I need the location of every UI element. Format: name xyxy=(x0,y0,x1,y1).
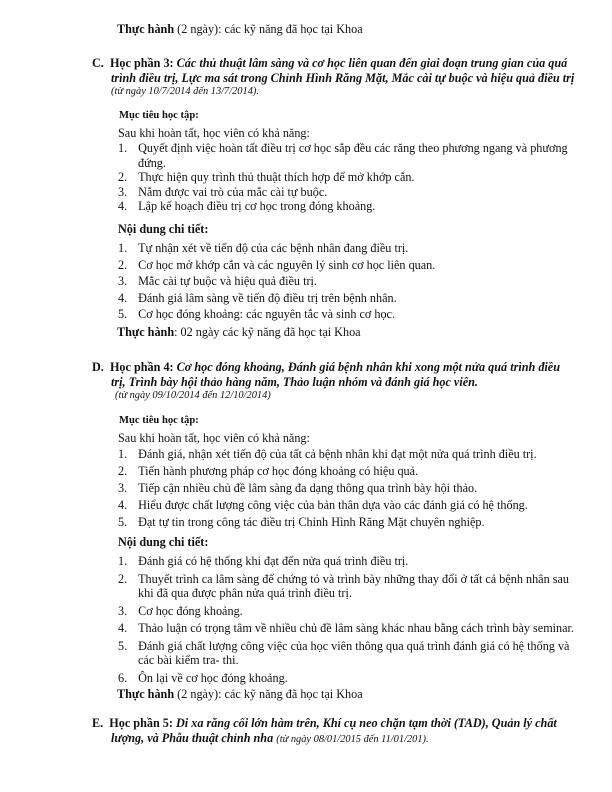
section-e-heading-line1 xyxy=(92,716,557,731)
practice-text: (2 ngày): các kỹ năng đã học tại Khoa xyxy=(174,22,363,36)
content-list xyxy=(118,241,558,322)
section-letter: D. xyxy=(92,360,104,374)
list-item: 4. Hiểu được chất lượng công việc của bản thân dựa vào các đánh giá có hệ thống. xyxy=(118,498,528,512)
module-dates: (từ ngày 10/7/2014 đến 13/7/2014). xyxy=(111,86,259,97)
list-item: 6. Ôn lại về cơ học đóng khoảng. xyxy=(118,670,288,685)
list-item: 3. Nắm được vai trò của mắc cài tự buộc. xyxy=(118,184,328,199)
module-title-line1: Cơ học đóng khoảng, Đánh giá bệnh nhân khi xong một nửa quá trình điều xyxy=(176,360,560,374)
section-letter: E. xyxy=(92,716,104,730)
objectives-intro: Sau khi hoàn tất, học viên có khả năng: xyxy=(118,431,310,445)
section-c-heading-line1 xyxy=(92,56,567,71)
objectives-list xyxy=(118,141,568,214)
module-title-line1: Các thủ thuật lâm sàng và cơ học liên quan đến giai đoạn trung gian của quá xyxy=(176,56,568,70)
module-dates: (từ ngày 09/10/2014 đến 12/10/2014) xyxy=(115,390,271,401)
list-item-continuation: khi đã qua được phân nửa quá trình điều trị. xyxy=(138,586,352,600)
module-label: Học phần 3: xyxy=(109,56,174,70)
list-item: 1. Đánh giá, nhận xét tiến độ của tất cả bệnh nhân khi đạt một nửa quá trình điều trị. xyxy=(118,447,537,461)
section-letter: C. xyxy=(92,56,104,70)
objectives-intro: Sau khi hoàn tất, học viên có khả năng: xyxy=(118,126,310,140)
list-item: 2. Thuyết trình ca lâm sàng để chứng tỏ và trình bày những thay đổi ở tất cả bệnh nhân sau xyxy=(118,571,569,586)
objectives-heading: Mục tiêu học tập: xyxy=(119,415,199,426)
objectives-heading: Mục tiêu học tập: xyxy=(119,110,199,121)
list-item-continuation: đứng. xyxy=(138,155,166,170)
content-heading: Nội dung chi tiết: xyxy=(118,535,209,549)
list-item: 4. Thảo luận có trọng tâm về nhiều chủ đề lâm sàng khác nhau bằng cách trình bày seminar. xyxy=(118,621,574,635)
module-title-line2: trình điều trị, Lực ma sát trong Chỉnh Hình Răng Mặt, Mắc cài tự buộc và hiệu quả điều trị xyxy=(111,71,575,85)
list-item: 3. Tiếp cận nhiều chủ đề lâm sàng đa dạng thông qua trình bày hội thảo. xyxy=(118,481,478,495)
list-item: 1. Đánh giá có hệ thống khi đạt đến nửa quá trình điều trị. xyxy=(118,554,409,568)
objectives-list xyxy=(118,447,568,530)
list-item: 4. Đánh giá lâm sàng về tiến độ điều trị trên bệnh nhân. xyxy=(118,290,397,305)
module-title-line2: trị, Trình bày hội thảo hàng năm, Thảo luận nhóm và đánh giá học viên. xyxy=(111,375,478,389)
module-label: Học phần 4: xyxy=(109,360,174,374)
section-d-heading-line1 xyxy=(92,360,560,375)
list-item: 2. Tiến hành phương pháp cơ học đóng khoảng có hiệu quả. xyxy=(118,464,419,478)
list-item: 4. Lập kế hoạch điều trị cơ học trong đóng khoảng. xyxy=(118,199,376,213)
top-practice-line xyxy=(117,22,363,37)
module-title-line1: Di xa răng cối lớn hàm trên, Khí cụ neo chặn tạm thời (TAD), Quản lý chất xyxy=(176,716,557,730)
list-item: 1. Tự nhận xét về tiến độ của các bệnh nhân đang điều trị. xyxy=(118,241,409,255)
section-d-practice: Thực hành (2 ngày): các kỹ năng đã học tại Khoa xyxy=(117,687,363,701)
section-c-practice: Thực hành: 02 ngày các kỹ năng đã học tại Khoa xyxy=(117,325,361,339)
list-item: 1. Quyết định việc hoàn tất điều trị cơ học sắp đều các răng theo phương ngang và phương xyxy=(118,141,568,155)
module-dates: (từ ngày 08/01/2015 đến 11/01/201). xyxy=(276,734,429,745)
list-item-continuation: các bài kiểm tra- thi. xyxy=(138,653,239,667)
list-item: 2. Thực hiện quy trình thủ thuật thích hợp để mở khớp cắn. xyxy=(118,170,415,184)
list-item: 5. Đạt tự tin trong công tác điều trị Chỉnh Hình Răng Mặt chuyên nghiệp. xyxy=(118,515,485,529)
practice-label: Thực hành xyxy=(117,22,175,36)
list-item: 3. Cơ học đóng khoảng. xyxy=(118,603,243,618)
module-title-line2: lượng, và Phẫu thuật chỉnh nha xyxy=(111,731,274,745)
list-item: 5. Đánh giá chất lượng công việc của học viên thông qua quá trình đánh giá có hệ thống và xyxy=(118,638,570,653)
module-label: Học phần 5: xyxy=(109,716,173,730)
content-heading: Nội dung chi tiết: xyxy=(118,222,209,236)
list-item: 2. Cơ học mở khớp cắn và các nguyên lý sinh cơ học liên quan. xyxy=(118,257,436,272)
content-list xyxy=(118,554,578,685)
list-item: 5. Cơ học đóng khoảng: các nguyên tắc và sinh cơ học. xyxy=(118,307,396,321)
list-item: 3. Mắc cài tự buộc và hiệu quả điều trị. xyxy=(118,274,317,288)
section-e-heading-line2 xyxy=(111,731,429,748)
